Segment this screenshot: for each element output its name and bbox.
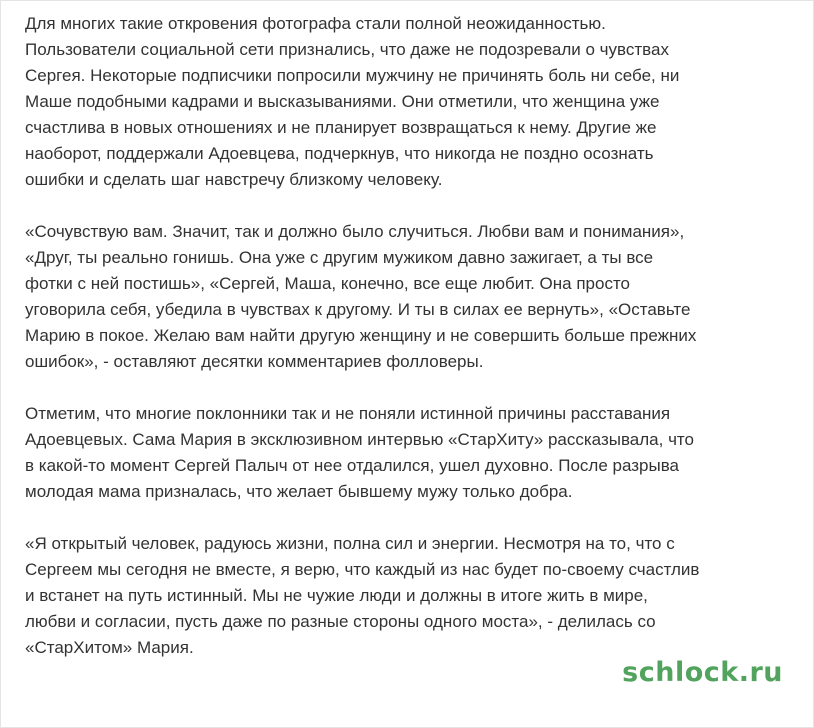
text-line: Для многих такие откровения фотографа стали полной неожиданностью. [25,14,606,33]
text-line: уговорила себя, убедила в чувствах к другому. И ты в силах ее вернуть», «Оставьте [25,300,691,319]
text-line: наоборот, поддержали Адоевцева, подчеркнув, что никогда не поздно осознать [25,144,654,163]
article-body [25,11,795,687]
text-line: «Сочувствую вам. Значит, так и должно было случиться. Любви вам и понимания», [25,222,685,241]
text-line: ошибок», - оставляют десятки комментариев фолловеры. [25,352,484,371]
text-line: ошибки и сделать шаг навстречу близкому человеку. [25,170,443,189]
text-line: в какой-то момент Сергей Палыч от нее отдалился, ушел духовно. После разрыва [25,456,679,475]
text-line: и встанет на путь истинный. Мы не чужие люди и должны в итоге жить в мире, [25,586,648,605]
text-line: Маше подобными кадрами и высказываниями. Они отметили, что женщина уже [25,92,660,111]
text-line: любви и согласии, пусть даже по разные стороны одного моста», - делилась со [25,612,656,631]
text-line: «Я открытый человек, радуюсь жизни, полна сил и энергии. Несмотря на то, что с [25,534,675,553]
text-line: «Друг, ты реально гонишь. Она уже с другим мужиком давно зажигает, а ты все [25,248,654,267]
text-line: молодая мама призналась, что желает бывшему мужу только добра. [25,482,573,501]
text-line: Сергеем мы сегодня не вместе, я верю, что каждый из нас будет по-своему счастлив [25,560,700,579]
text-line: «СтарХитом» Мария. [25,638,194,657]
article-paragraph [25,531,795,661]
watermark-logo: schlock.ru [622,657,783,688]
text-line: Марию в покое. Желаю вам найти другую женщину и не совершить больше прежних [25,326,697,345]
text-line: Адоевцевых. Сама Мария в эксклюзивном интервью «СтарХиту» рассказывала, что [25,430,694,449]
text-line: счастлива в новых отношениях и не планирует возвращаться к нему. Другие же [25,118,657,137]
article-paragraph [25,219,795,375]
text-line: Отметим, что многие поклонники так и не поняли истинной причины расставания [25,404,671,423]
text-line: фотки с ней постишь», «Сергей, Маша, конечно, все еще любит. Она просто [25,274,631,293]
text-line: Пользователи социальной сети признались, что даже не подозревали о чувствах [25,40,669,59]
text-line: Сергея. Некоторые подписчики попросили мужчину не причинять боль ни себе, ни [25,66,680,85]
article-paragraph [25,401,795,505]
article-paragraph [25,11,795,193]
